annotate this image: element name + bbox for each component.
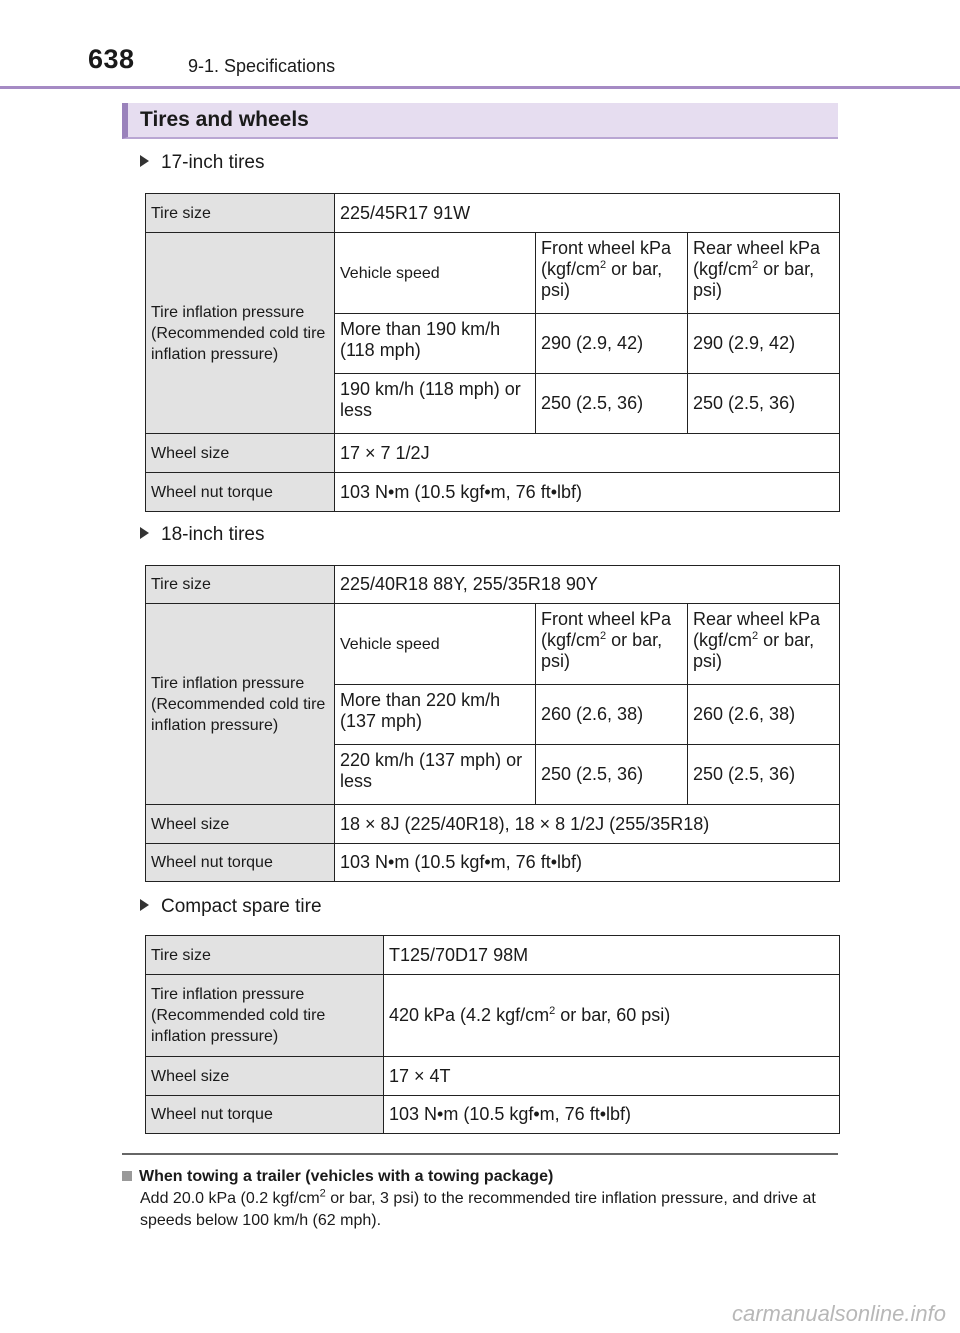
front-pressure-cell: 250 (2.5, 36) [536,745,688,805]
torque-label: Wheel nut torque [146,844,335,882]
divider [122,1153,838,1155]
tire-size-label: Tire size [146,194,335,233]
front-pressure-cell: 250 (2.5, 36) [536,374,688,434]
torque-value: 103 N•m (10.5 kgf•m, 76 ft•lbf) [384,1096,840,1134]
square-bullet-icon [122,1171,132,1181]
wheel-size-value: 18 × 8J (225/40R18), 18 × 8 1/2J (255/35R18) [335,805,840,844]
speed-cell: More than 220 km/h (137 mph) [335,685,536,745]
table-row [146,975,840,1057]
table-row [146,1096,840,1134]
table-row [146,194,840,233]
col-vehicle-speed: Vehicle speed [335,604,536,685]
rear-pressure-cell: 250 (2.5, 36) [688,374,840,434]
spec-table-18-inch [145,565,840,882]
triangle-bullet-icon [140,527,149,539]
rear-pressure-cell: 250 (2.5, 36) [688,745,840,805]
table-row [146,233,840,314]
speed-cell: 190 km/h (118 mph) or less [335,374,536,434]
table-row [146,434,840,473]
torque-label: Wheel nut torque [146,473,335,512]
speed-cell: 220 km/h (137 mph) or less [335,745,536,805]
chapter-title: 9-1. Specifications [188,56,336,76]
note-body: Add 20.0 kPa (0.2 kgf/$cm^2$ or bar, 3 psi) to the recommended tire inflation pressure, and drive at speeds below 100 km/h (62 mph). [140,1187,816,1229]
subtitle-18-inch: 18-inch tires [140,524,265,546]
pressure-label: Tire inflation pressure (Recommended cold tire inflation pressure) [146,233,335,434]
subtitle-compact-spare: Compact spare tire [140,896,322,918]
wheel-size-value: 17 × 4T [384,1057,840,1096]
torque-label: Wheel nut torque [146,1096,384,1134]
note-heading: When towing a trailer (vehicles with a towing package) [139,1168,554,1185]
rear-pressure-cell: 260 (2.6, 38) [688,685,840,745]
table-row [146,936,840,975]
tire-size-value: T125/70D17 98M [384,936,840,975]
pressure-label: Tire inflation pressure (Recommended cold tire inflation pressure) [146,604,335,805]
wheel-size-label: Wheel size [146,805,335,844]
triangle-bullet-icon [140,155,149,167]
wheel-size-label: Wheel size [146,434,335,473]
table-row [146,604,840,685]
section-title: Tires and wheels [140,108,309,131]
col-front-wheel: Front wheel kPa ($kgf/cm^2$ or bar, psi) [536,604,688,685]
header-rule [0,86,960,89]
torque-value: 103 N•m (10.5 kgf•m, 76 ft•lbf) [335,844,840,882]
tire-size-value: 225/45R17 91W [335,194,840,233]
speed-cell: More than 190 km/h (118 mph) [335,314,536,374]
tire-size-label: Tire size [146,566,335,604]
pressure-label: Tire inflation pressure (Recommended cold tire inflation pressure) [146,975,384,1057]
spec-table-17-inch [145,193,840,512]
table-row [146,473,840,512]
table-row [146,566,840,604]
torque-value: 103 N•m (10.5 kgf•m, 76 ft•lbf) [335,473,840,512]
wheel-size-value: 17 × 7 1/2J [335,434,840,473]
table-row [146,1057,840,1096]
col-rear-wheel: Rear wheel kPa ($kgf/cm^2$ or bar, psi) [688,604,840,685]
rear-pressure-cell: 290 (2.9, 42) [688,314,840,374]
tire-size-label: Tire size [146,936,384,975]
spec-table-compact-spare [145,935,840,1134]
pressure-value: 420 kPa (4.2 kgf/$cm^2$ or bar, 60 psi) [384,975,840,1057]
section-title-bar [122,103,838,139]
front-pressure-cell: 290 (2.9, 42) [536,314,688,374]
tire-size-value: 225/40R18 88Y, 255/35R18 90Y [335,566,840,604]
triangle-bullet-icon [140,899,149,911]
table-row [146,844,840,882]
subtitle-17-inch: 17-inch tires [140,152,265,174]
col-rear-wheel: Rear wheel kPa ($kgf/cm^2$ or bar, psi) [688,233,840,314]
col-vehicle-speed: Vehicle speed [335,233,536,314]
page-number: 638 [88,44,135,74]
col-front-wheel: Front wheel kPa ($kgf/cm^2$ or bar, psi) [536,233,688,314]
front-pressure-cell: 260 (2.6, 38) [536,685,688,745]
table-row [146,805,840,844]
wheel-size-label: Wheel size [146,1057,384,1096]
watermark: carmanualsonline.info [731,1301,946,1326]
towing-note [122,1166,838,1232]
